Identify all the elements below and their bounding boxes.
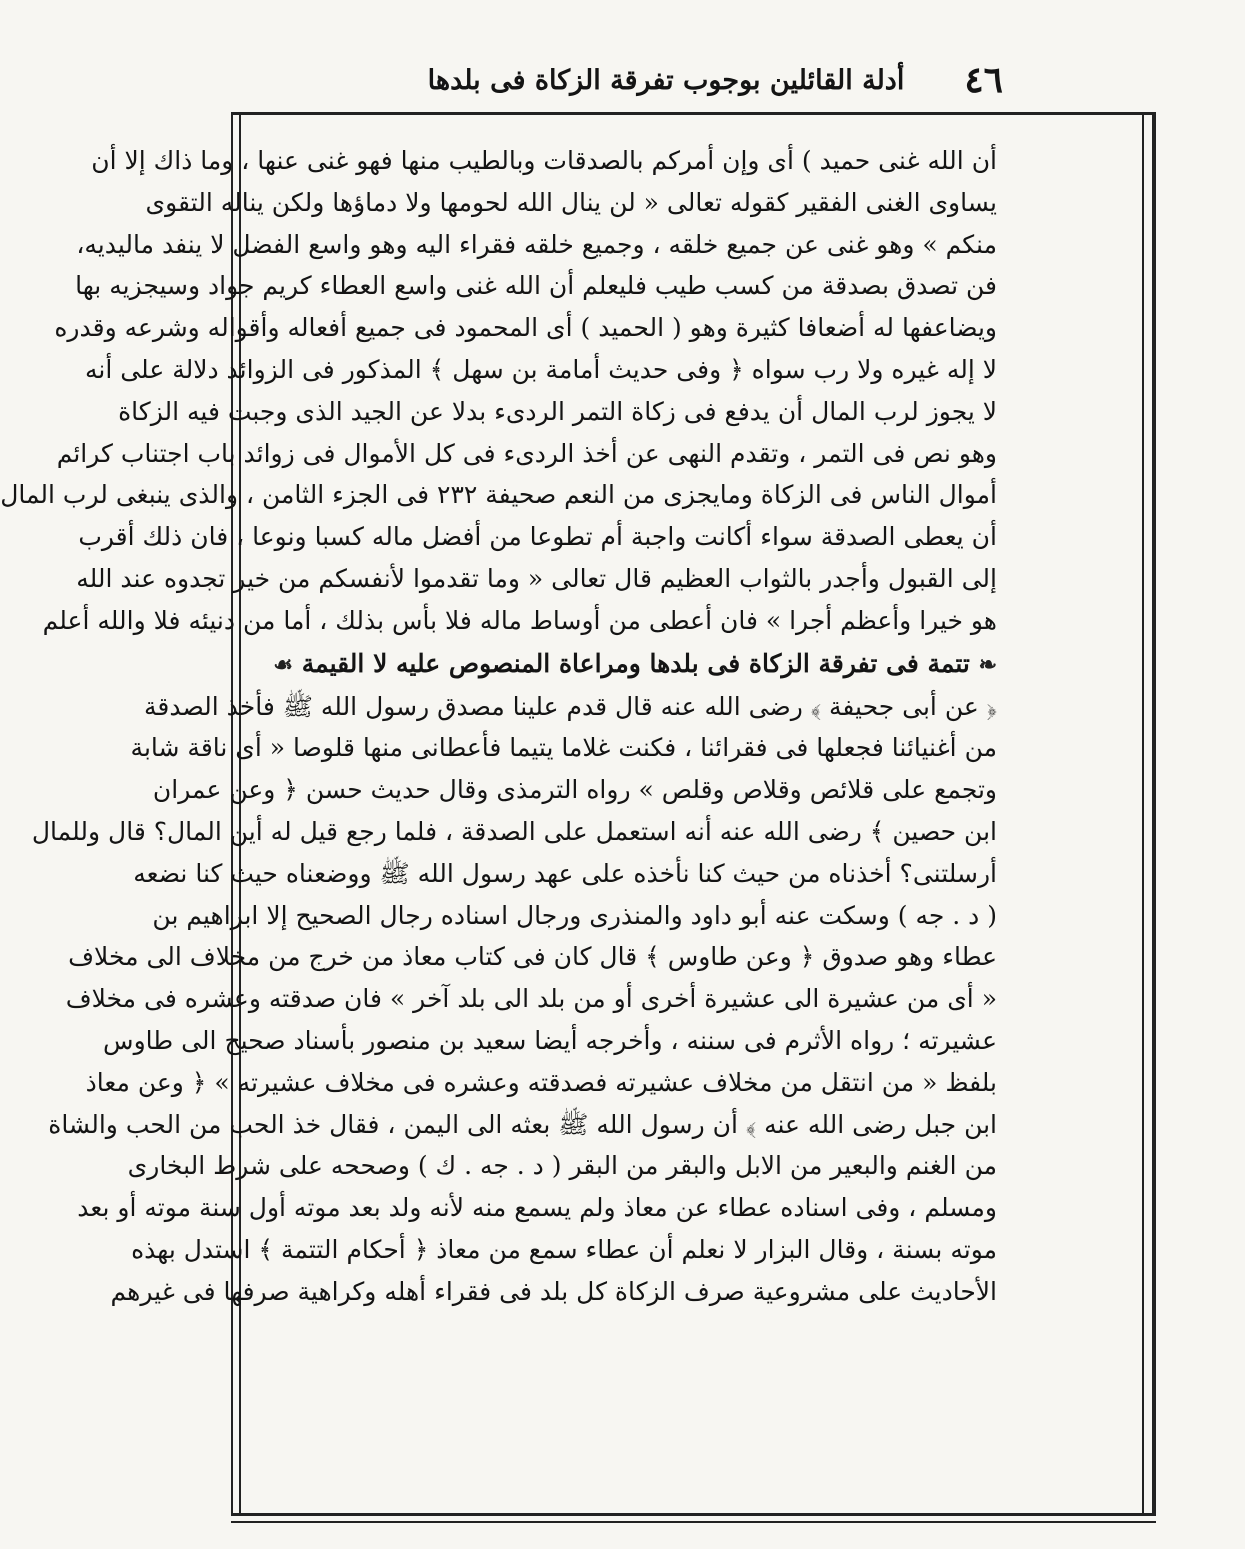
page-number: ٤٦: [964, 59, 1003, 101]
frame-rule: [1152, 115, 1156, 1513]
text-line: يساوى الغنى الفقير كقوله تعالى « لن ينال الله لحومها ولا دماؤها ولكن يناله التقوى: [145, 187, 997, 217]
frame-rule: [231, 1521, 1156, 1523]
text-line: أرسلتنى؟ أخذناه من حيث كنا نأخذه على عهد رسول الله ﷺ ووضعناه حيث كنا نضعه: [133, 858, 997, 888]
body-text: [0, 140, 997, 1313]
text-line: « أى من عشيرة الى عشيرة أخرى أو من بلد الى بلد آخر » فان صدقته وعشره فى مخلاف: [65, 984, 997, 1014]
text-line: عطاء وهو صدوق ﴿ وعن طاوس ﴾ قال كان فى كتاب معاذ من خرج من مخلاف الى مخلاف: [68, 942, 997, 972]
text-line: من الغنم والبعير من الابل والبقر من البقر ( د . جه . ك ) وصححه على شرط البخارى: [127, 1151, 997, 1181]
text-line: ( د . جه ) وسكت عنه أبو داود والمنذرى ورجال اسناده رجال الصحيح إلا ابراهيم بن: [152, 900, 997, 930]
ornament-icon: ☙: [273, 651, 294, 678]
text-line: ابن حصين ﴾ رضى الله عنه أنه استعمل على الصدقة ، فلما رجع قيل له أين المال؟ قال وللمال: [31, 816, 997, 846]
ornament-icon: ❧: [978, 651, 997, 678]
text-line: إلى القبول وأجدر بالثواب العظيم قال تعالى « وما تقدموا لأنفسكم من خير تجدوه عند الله: [76, 563, 997, 593]
text-line: هو خيرا وأعظم أجرا » فان أعطى من أوساط ماله فلا بأس بذلك ، أما من دنيئه فلا والله أعلم: [42, 605, 997, 635]
text-line: أن يعطى الصدقة سواء أكانت واجبة أم تطوعا من أفضل ماله كسبا ونوعا ، فان ذلك أقرب: [78, 522, 997, 552]
text-line: من أغنيائنا فجعلها فى فقرائنا ، فكنت غلاما يتيما فأعطانى منها قلوصا « أى ناقة شابة: [130, 733, 997, 763]
page-header: [403, 58, 1003, 102]
text-line: أن الله غنى حميد ) أى وإن أمركم بالصدقات وبالطيب منها فهو غنى عنها ، وما ذاك إلا أن: [91, 146, 997, 175]
text-line: لا يجوز لرب المال أن يدفع فى زكاة التمر الردىء بدلا عن الجيد الذى وجبت فيه الزكاة: [118, 396, 997, 426]
text-line: وهو نص فى التمر ، وتقدم النهى عن أخذ الردىء فى كل الأموال فى زوائد باب اجتناب كرائم: [56, 438, 997, 468]
section-heading-text: تتمة فى تفرقة الزكاة فى بلدها ومراعاة المنصوص عليه لا القيمة: [301, 648, 970, 678]
running-title: أدلة القائلين بوجوب تفرقة الزكاة فى بلدها: [427, 64, 905, 96]
text-line: لا إله غيره ولا رب سواه ﴿ وفى حديث أمامة بن سهل ﴾ المذكور فى الزوائد دلالة على أنه: [84, 354, 997, 384]
text-line: بلفظ « من انتقل من مخلاف عشيرته فصدقته وعشره فى مخلاف عشيرته » ﴿ وعن معاذ: [85, 1067, 997, 1097]
text-line: منكم » وهو غنى عن جميع خلقه ، وجميع خلقه فقراء اليه وهو واسع الفضل لا ينفد ماليديه،: [76, 229, 997, 259]
text-line: فن تصدق بصدقة من كسب طيب فليعلم أن الله غنى واسع العطاء كريم جواد وسيجزيه بها: [75, 271, 997, 301]
text-line: أموال الناس فى الزكاة ومايجزى من النعم صحيفة ٢٣٢ فى الجزء الثامن ، والذى ينبغى لرب المال: [0, 480, 997, 510]
section-heading: [257, 642, 997, 686]
text-line: ﴿ عن أبى جحيفة ﴾ رضى الله عنه قال قدم علينا مصدق رسول الله ﷺ فأخذ الصدقة: [143, 691, 997, 721]
text-line: ويضاعفها له أضعافا كثيرة وهو ( الحميد ) أى المحمود فى جميع أفعاله وأقواله وشرعه وقدره: [54, 313, 997, 343]
text-line: الأحاديث على مشروعية صرف الزكاة كل بلد فى فقراء أهله وكراهية صرفها فى غيرهم: [110, 1276, 997, 1306]
text-line: عشيرته ؛ رواه الأثرم فى سننه ، وأخرجه أيضا سعيد بن منصور بأسناد صحيح الى طاوس: [103, 1025, 997, 1055]
text-line: موته بسنة ، وقال البزار لا نعلم أن عطاء سمع من معاذ ﴿ أحكام التتمة ﴾ استدل بهذه: [131, 1234, 997, 1264]
frame-rule: [1142, 115, 1144, 1513]
text-line: وتجمع على قلائص وقلاص وقلص » رواه الترمذى وقال حديث حسن ﴿ وعن عمران: [152, 775, 997, 805]
text-line: ومسلم ، وفى اسناده عطاء عن معاذ ولم يسمع منه لأنه ولد بعد موته أول سنة موته أو بعد: [77, 1193, 997, 1223]
text-line: ابن جبل رضى الله عنه ﴾ أن رسول الله ﷺ بعثه الى اليمن ، فقال خذ الحب من الحب والشاة: [48, 1109, 997, 1139]
